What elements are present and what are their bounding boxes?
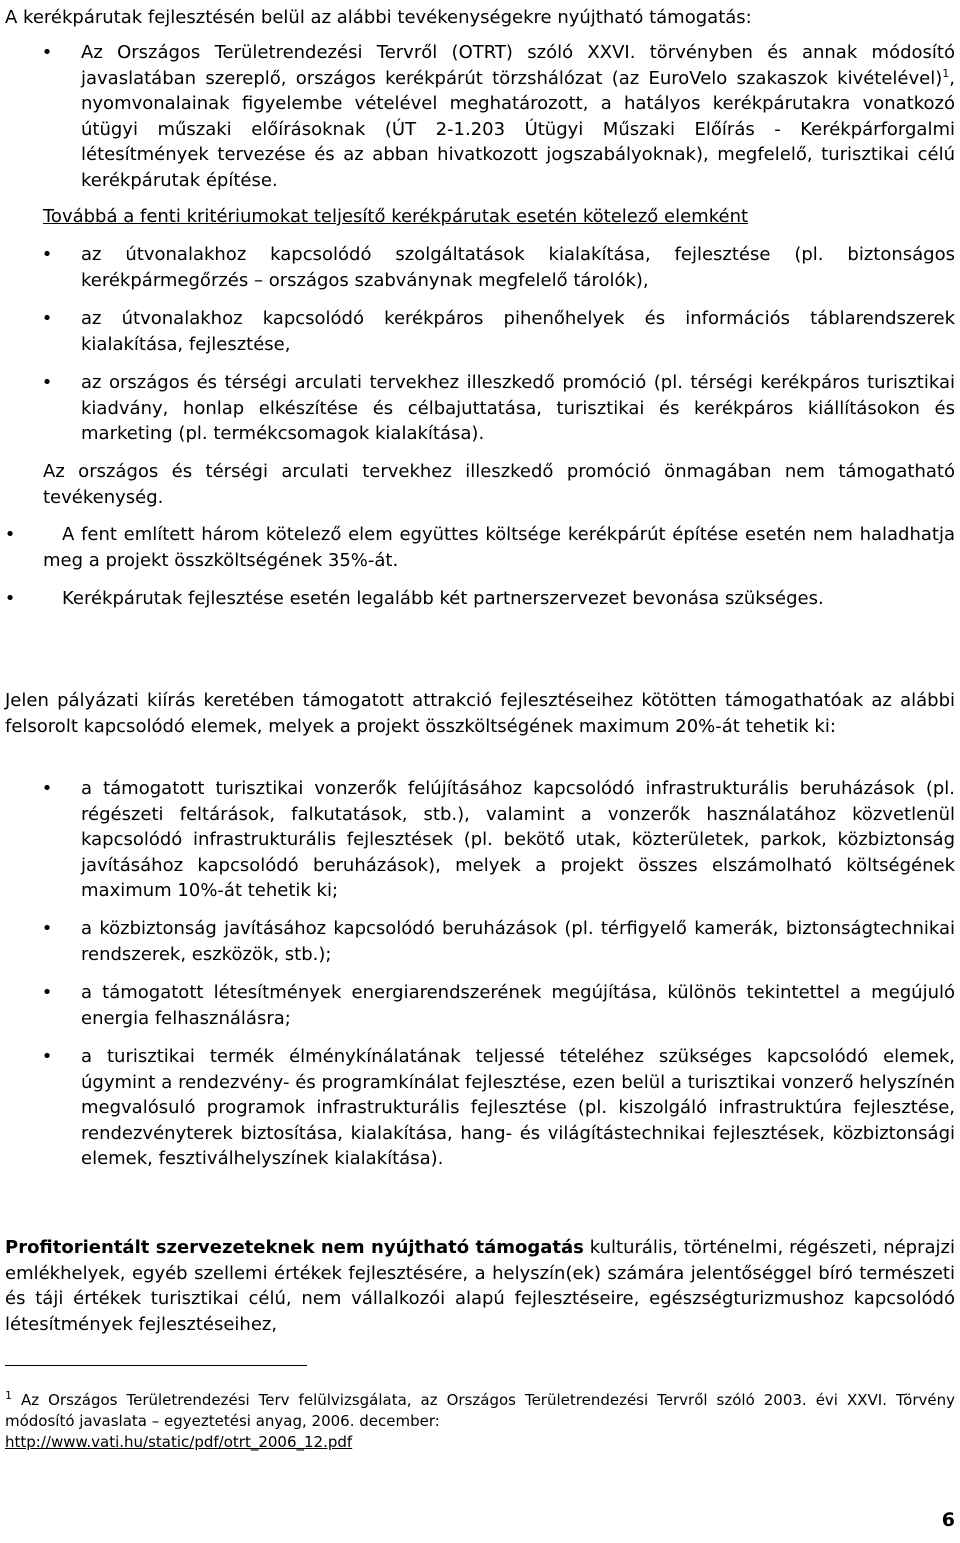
profit-bold: Profitorientált szervezeteknek nem nyújtható támogatás [5,1237,584,1258]
list-item-partner [0,586,955,612]
bullet-icon: • [41,372,53,393]
list-item-text: Az Országos Területrendezési Tervről (OTRT) szóló XXVI. törvényben és annak módosító javaslatában szereplő, országos kerékpárút törzshálózat (az EuroVelo szakaszok kivételével)$^1$, nyomvonalainak figyelembe vételével meghatározott, a hatályos kerékpárutakra vonatkozó útügyi műszaki előírásoknak (ÚT 2-1.203 Útügyi Műszaki Előírás - Kerékpárforgalmi létesítmények tervezése és az abban hivatkozott jogszabályoknak), megfelelő, turisztikai célú kerékpárutak építése. [81,42,955,191]
list-item [37,370,955,447]
list-item [37,776,955,904]
bullet-icon: • [41,982,53,1003]
attraction-intro: Jelen pályázati kiírás keretében támogatott attrakció fejlesztéseihez kötötten támogathatóak az alábbi felsorolt kapcsolódó elemek, melyek a projekt összköltségének maximum 20%-át tehetik ki: [5,690,955,737]
list-item [37,1044,955,1172]
bullet-icon: • [41,1046,53,1067]
footnote-mark: 1 [5,1389,12,1402]
list-item-text: Kerékpárutak fejlesztése esetén legalább két partnerszervezet bevonása szükséges. [62,588,824,609]
bullet-icon: • [41,918,53,939]
list-item-text: A fent említett három kötelező elem együttes költsége kerékpárút építése esetén nem haladhatja meg a projekt összköltségének 35%-át. [43,524,955,571]
list-item-text: az országos és térségi arculati tervekhez illeszkedő promóció (pl. térségi kerékpáros turisztikai kiadvány, honlap elkészítése és célbajuttatása, turisztikai és kerékpáros kiállításokon és marketing (pl. termékcsomagok kialakítása). [81,372,955,444]
page-number: 6 [941,1509,955,1531]
list-item-text: a támogatott turisztikai vonzerők felújításához kapcsolódó infrastrukturális beruházások (pl. régészeti feltárások, falkutatások, stb.), valamint a vonzerők használatához közvetlenül kapcsolódó infrastrukturális fejlesztések (pl. bekötő utak, közterületek, parkok, közbiztonság javításához kapcsolódó beruházások), melyek a projekt összes elszámolható költségének maximum 10%-át tehetik ki; [81,778,955,901]
bullet-icon: • [4,524,16,545]
intro-text: A kerékpárutak fejlesztésén belül az alábbi tevékenységekre nyújtható támogatás: [5,7,752,28]
bullet-icon: • [41,778,53,799]
footnote-divider [5,1365,307,1366]
footnote: $^1$ Az Országos Területrendezési Terv felülvizsgálata, az Országos Területrendezési Tervről szóló 2003. évi XXVI. Törvény módosító javaslata – egyeztetési anyag, 2006. december: http://www.vati.hu/static/pdf/otrt_2006_12.pdf [5,1389,955,1451]
list-item-cost [0,522,955,573]
list-item [37,306,955,357]
footnote-link[interactable]: http://www.vati.hu/static/pdf/otrt_2006_12.pdf [5,1433,353,1451]
bullet-icon: • [41,42,53,63]
list-item-text: a közbiztonság javításához kapcsolódó beruházások (pl. térfigyelő kamerák, biztonságtechnikai rendszerek, eszközök, stb.); [81,918,955,965]
list-item-text: az útvonalakhoz kapcsolódó szolgáltatások kialakítása, fejlesztése (pl. biztonságos kerékpármegőrzés – országos szabványnak megfelelő tárolók), [81,244,955,291]
profit-paragraph: Profitorientált szervezeteknek nem nyújtható támogatás kulturális, történelmi, régészeti, néprajzi emlékhelyek, egyéb szellemi értékek fejlesztésére, a helyszín(ek) számára jelentőséggel bíró természeti és táji értékek turisztikai célú, nem vállalkozói alapú fejlesztéseire, egészségturizmushoz kapcsolódó létesítmények fejlesztéseihez, [5,1237,955,1335]
footnote-ref[interactable]: 1 [942,66,950,80]
mandatory-heading: Továbbá a fenti kritériumokat teljesítő kerékpárutak esetén kötelező elemként [43,206,749,227]
list-item-text: a turisztikai termék élménykínálatának teljessé tételéhez szükséges kapcsolódó elemek, úgymint a rendezvény- és programkínálat fejlesztése, ezen belül a turisztikai vonzerő helyszínén megvalósuló programok infrastrukturális fejlesztése (pl. kiszolgáló infrastruktúra fejlesztése, rendezvényterek biztosítása, kialakítása, hang- és világítástechnikai fejlesztések, közbiztonsági elemek, fesztiválhelyszínek kialakítása). [81,1046,955,1169]
list-item [37,242,955,293]
bullet-icon: • [4,588,16,609]
bullet-icon: • [41,308,53,329]
bullet-icon: • [41,244,53,265]
list-item [37,980,955,1031]
list-item-text: a támogatott létesítmények energiarendszerének megújítása, különös tekintettel a megújuló energia felhasználásra; [81,982,955,1029]
list-item [37,916,955,967]
promo-note: Az országos és térségi arculati tervekhez illeszkedő promóció önmagában nem támogatható tevékenység. [43,461,955,508]
list-item-otrt [37,40,955,193]
list-item-text: az útvonalakhoz kapcsolódó kerékpáros pihenőhelyek és információs táblarendszerek kialakítása, fejlesztése, [81,308,955,355]
